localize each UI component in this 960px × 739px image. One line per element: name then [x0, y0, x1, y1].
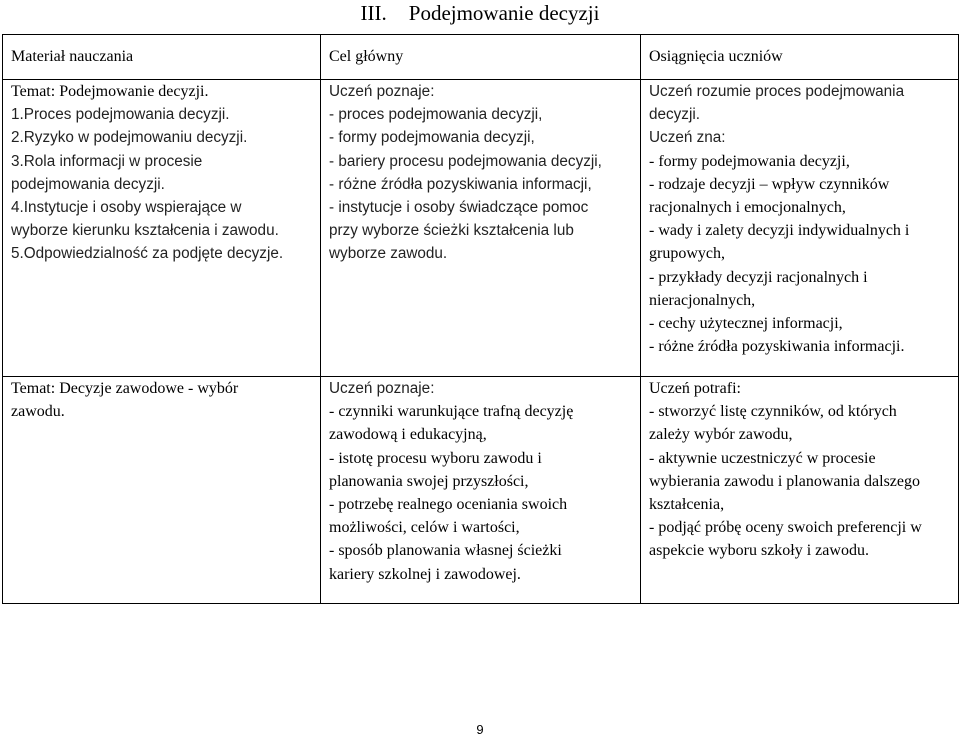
- curriculum-table: [2, 34, 959, 604]
- row1-student-achievements: [641, 80, 959, 377]
- list-item: - bariery procesu podejmowania decyzji,: [329, 152, 602, 170]
- list-item: wyborze zawodu.: [329, 245, 448, 263]
- list-item: grupowych,: [649, 245, 725, 263]
- list-item: decyzji.: [649, 106, 701, 124]
- list-item: planowania swojej przyszłości,: [329, 472, 529, 490]
- list-item: - różne źródła pozyskiwania informacji,: [329, 175, 592, 193]
- list-item: - aktywnie uczestniczyć w procesie: [649, 449, 876, 467]
- list-item: - podjąć próbę oceny swoich preferencji w: [649, 519, 922, 537]
- section-heading: [0, 0, 960, 30]
- list-item: zawodową i edukacyjną,: [329, 426, 487, 444]
- header-student-achievements: Osiągnięcia uczniów: [641, 35, 959, 80]
- list-item: 4.Instytucje i osoby wspierające w: [11, 199, 242, 217]
- list-item: Uczeń poznaje:: [329, 83, 435, 100]
- list-item: nieracjonalnych,: [649, 291, 756, 309]
- row2-main-goal: [321, 377, 641, 604]
- list-item: aspekcie wyboru szkoły i zawodu.: [649, 542, 869, 560]
- header-teaching-material: Materiał nauczania: [3, 35, 321, 80]
- table-row: [3, 377, 959, 604]
- list-item: Uczeń rozumie proces podejmowania: [649, 83, 905, 100]
- section-title: Podejmowanie decyzji: [408, 1, 600, 25]
- list-item: - formy podejmowania decyzji,: [329, 129, 535, 147]
- list-item: - przykłady decyzji racjonalnych i: [649, 268, 868, 286]
- row2-student-achievements: [641, 377, 959, 604]
- list-item: wyborze kierunku kształcenia i zawodu.: [11, 222, 279, 240]
- list-item: przy wyborze ścieżki kształcenia lub: [329, 222, 574, 240]
- section-number: III.: [360, 1, 387, 25]
- list-item: - stworzyć listę czynników, od których: [649, 403, 897, 421]
- table-row: [3, 80, 959, 377]
- row1-main-goal: [321, 80, 641, 377]
- list-item: - istotę procesu wyboru zawodu i: [329, 449, 542, 467]
- topic-title: Temat: Podejmowanie decyzji.: [11, 83, 209, 100]
- list-item: Uczeń potrafi:: [649, 380, 741, 397]
- list-item: kariery szkolnej i zawodowej.: [329, 565, 521, 583]
- list-item: Uczeń poznaje:: [329, 380, 435, 397]
- row2-teaching-material: [3, 377, 321, 604]
- list-item: - potrzebę realnego oceniania swoich: [329, 496, 568, 514]
- table-header-row: [3, 35, 959, 80]
- list-item: wybierania zawodu i planowania dalszego: [649, 472, 921, 490]
- list-item: - rodzaje decyzji – wpływ czynników: [649, 175, 890, 193]
- list-item: 2.Ryzyko w podejmowaniu decyzji.: [11, 129, 248, 147]
- header-main-goal: Cel główny: [321, 35, 641, 80]
- list-item: racjonalnych i emocjonalnych,: [649, 199, 846, 217]
- page-number: 9: [476, 722, 484, 737]
- row1-teaching-material: [3, 80, 321, 377]
- list-item: - czynniki warunkujące trafną decyzję: [329, 403, 574, 421]
- topic-title: Temat: Decyzje zawodowe - wybór zawodu.: [11, 380, 239, 421]
- list-item: - instytucje i osoby świadczące pomoc: [329, 199, 589, 217]
- list-item: - różne źródła pozyskiwania informacji.: [649, 338, 905, 356]
- list-item: - proces podejmowania decyzji,: [329, 106, 543, 124]
- list-item: Uczeń zna:: [649, 129, 726, 147]
- list-item: - cechy użytecznej informacji,: [649, 315, 843, 333]
- list-item: 1.Proces podejmowania decyzji.: [11, 106, 230, 124]
- list-item: podejmowania decyzji.: [11, 175, 165, 193]
- list-item: 3.Rola informacji w procesie: [11, 152, 203, 170]
- list-item: 5.Odpowiedzialność za podjęte decyzje.: [11, 245, 284, 263]
- list-item: zależy wybór zawodu,: [649, 426, 793, 444]
- list-item: - sposób planowania własnej ścieżki: [329, 542, 562, 560]
- list-item: - wady i zalety decyzji indywidualnych i: [649, 222, 910, 240]
- list-item: możliwości, celów i wartości,: [329, 519, 520, 537]
- list-item: - formy podejmowania decyzji,: [649, 152, 850, 170]
- list-item: kształcenia,: [649, 496, 725, 514]
